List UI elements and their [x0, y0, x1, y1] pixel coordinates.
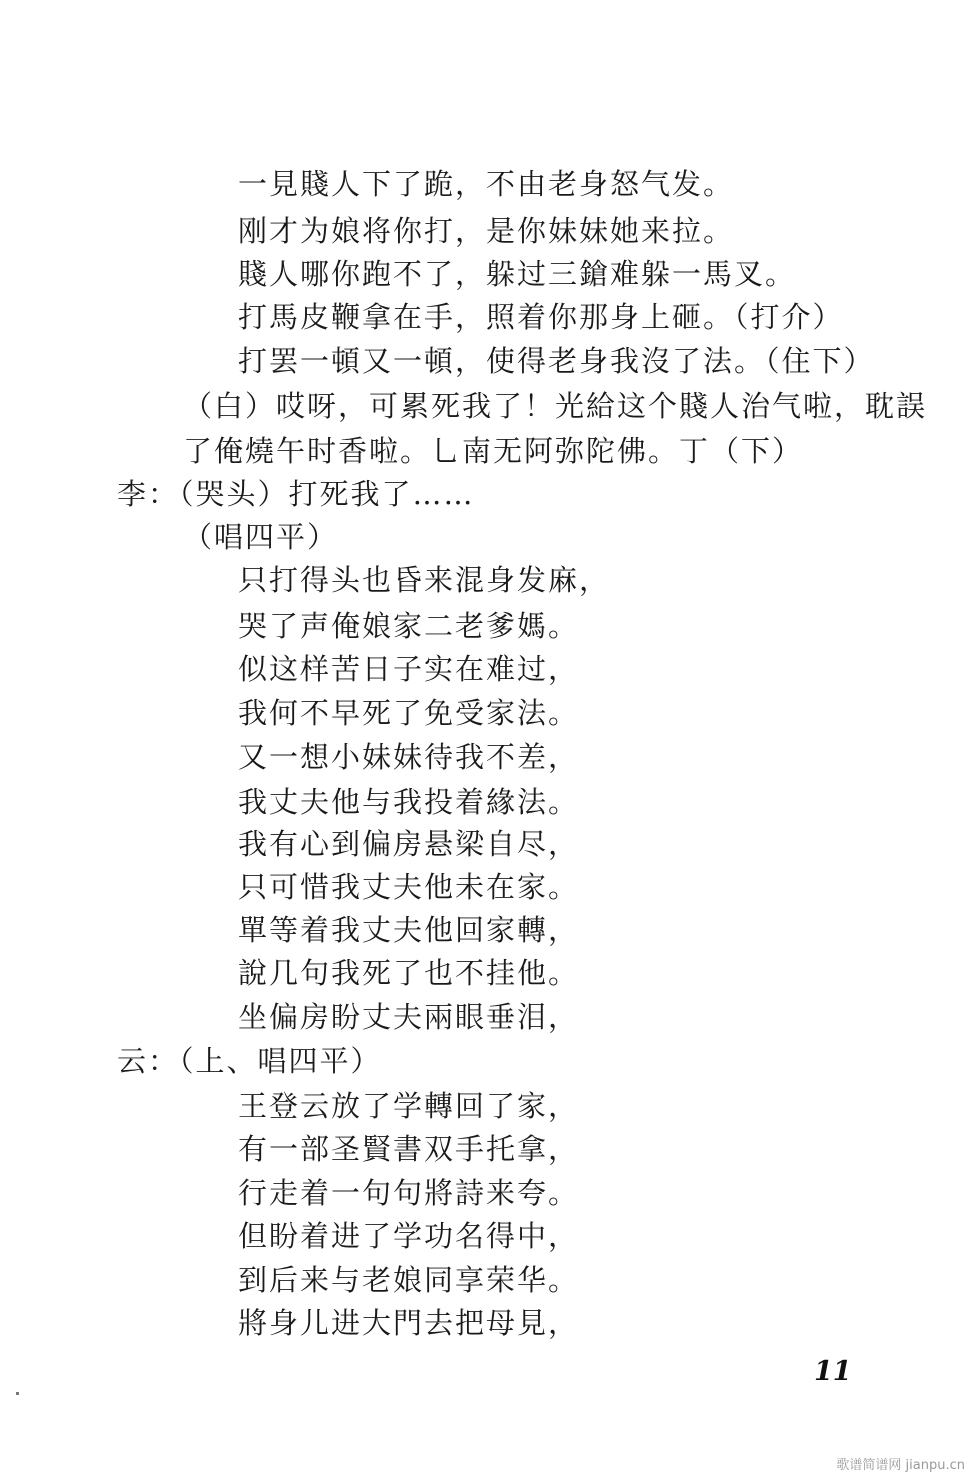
text-line: 打罢一頓又一頓，使得老身我沒了法。（住下） [238, 344, 875, 378]
text-line: 但盼着进了学功名得中， [238, 1219, 580, 1253]
watermark: 歌谱简谱网 jianpu.cn [836, 1458, 965, 1473]
text-line: 說几句我死了也不挂他。 [238, 956, 580, 990]
scan-speck [16, 1392, 19, 1395]
text-line: （白）哎呀，可累死我了！光給这个賤人治气啦，耽誤 [183, 389, 928, 423]
text-line: 行走着一句句將詩来夸。 [238, 1176, 580, 1210]
text-line: 打馬皮鞭拿在手，照着你那身上砸。（打介） [238, 300, 844, 334]
text-line: 到后来与老娘同享荣华。 [238, 1263, 580, 1297]
speaker-line: 李：（哭头）打死我了…… [117, 477, 475, 511]
text-line: 坐偏房盼丈夫兩眼垂泪， [238, 1000, 580, 1034]
text-line: 哭了声俺娘家二老爹媽。 [238, 609, 580, 643]
text-line: 王登云放了学轉回了家， [238, 1089, 580, 1123]
text-line: 賤人哪你跑不了，躲过三鎗难躲一馬叉。 [238, 257, 797, 291]
text-line: 只打得头也昏来混身发麻， [238, 563, 611, 597]
text-line: 我有心到偏房悬梁自尽， [238, 827, 580, 861]
text-line: 將身儿进大門去把母見， [238, 1306, 580, 1340]
page-number: 11 [814, 1356, 852, 1387]
text-line: 了俺燒午时香啦。乚南无阿弥陀佛。丁（下） [183, 434, 804, 468]
text-line: 只可惜我丈夫他未在家。 [238, 870, 580, 904]
text-line: 我何不早死了免受家法。 [238, 696, 580, 730]
text-line: 有一部圣賢書双手托拿， [238, 1132, 580, 1166]
text-line: 我丈夫他与我投着緣法。 [238, 785, 580, 819]
text-line: 刚才为娘将你打，是你妹妹她来拉。 [238, 214, 735, 248]
text-line: 似这样苦日子实在难过， [238, 652, 580, 686]
stage-direction: （唱四平） [183, 520, 339, 554]
text-line: 一見賤人下了跪，不由老身怒气发。 [238, 167, 735, 201]
text-line: 又一想小妹妹待我不差， [238, 740, 580, 774]
speaker-line: 云：（上、唱四平） [117, 1044, 382, 1078]
text-line: 單等着我丈夫他回家轉， [238, 913, 580, 947]
